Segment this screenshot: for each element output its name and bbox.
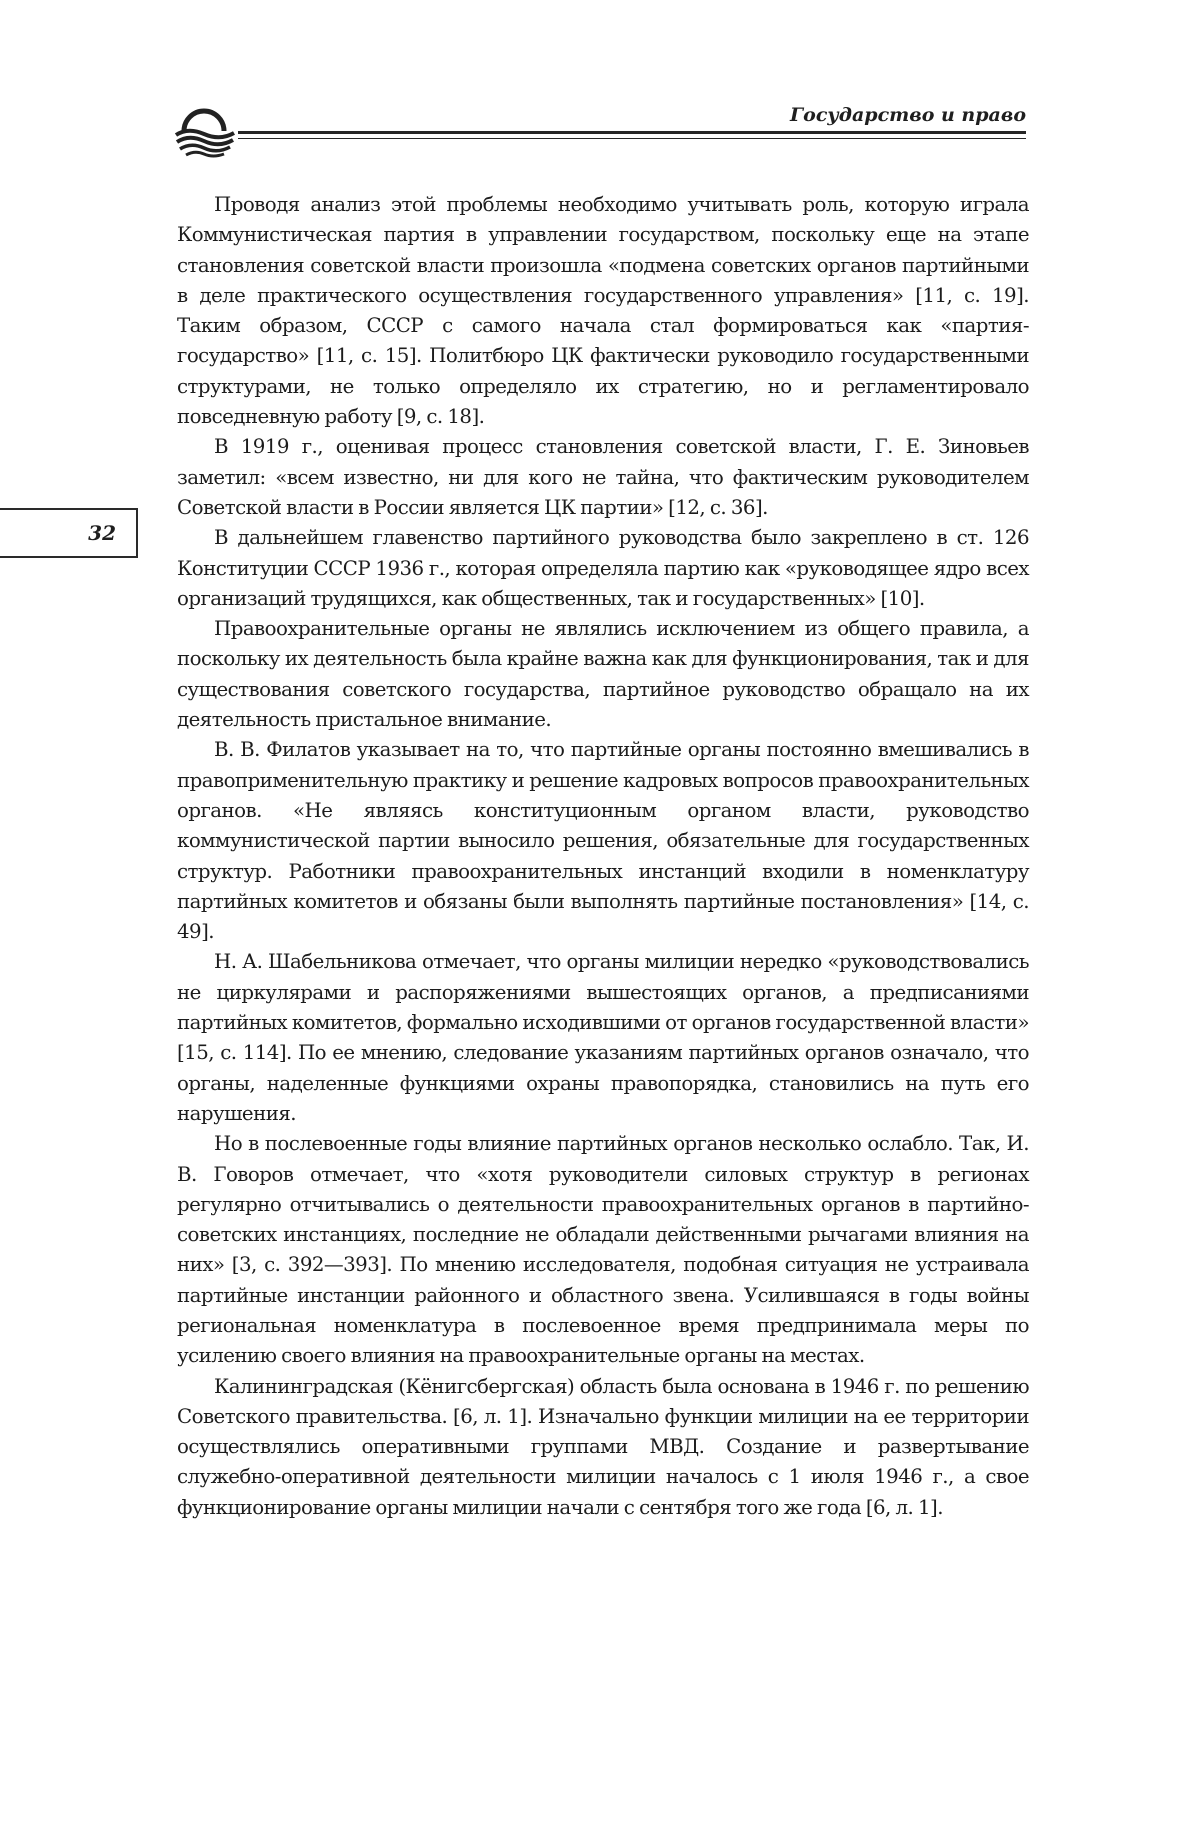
paragraph: Правоохранительные органы не являлись исключением из общего правила, а поскольку их деятельность была крайне важна как для функционирования, так и для существования советского государства, партийное руководство обращало на их деятельность пристальное внимание. <box>177 617 1029 732</box>
paragraph: Но в послевоенные годы влияние партийных органов несколько ослабло. Так, И. В. Говоров отмечает, что «хотя руководители силовых структур в регионах регулярно отчитывались о деятельности правоохранительных органов в партийно-советских инстанциях, последние не обладали действенными рычагами влияния на них» [3, с. 392—393]. По мнению исследователя, подобная ситуация не устраивала партийные инстанции районного и областного звена. Усилившаяся в годы войны региональная номенклатура в послевоенное время предпринимала меры по усилению своего влияния на правоохранительные органы на местах. <box>177 1132 1029 1368</box>
page-header <box>172 98 1026 160</box>
journal-logo-icon <box>172 104 236 160</box>
running-head-title: Государство и право <box>790 104 1026 126</box>
paragraph: В. В. Филатов указывает на то, что партийные органы постоянно вмешивались в правоприменительную практику и решение кадровых вопросов правоохранительных органов. «Не являясь конституционным органом власти, руководство коммунистической партии выносило решения, обязательные для государственных структур. Работники правоохранительных инстанций входили в номенклатуру партийных комитетов и обязаны были выполнять партийные постановления» [14, с. 49]. <box>177 738 1029 944</box>
paragraph: Н. А. Шабельникова отмечает, что органы милиции нередко «руководствовались не циркулярами и распоряжениями вышестоящих органов, а предписаниями партийных комитетов, формально исходившими от органов государственной власти» [15, с. 114]. По ее мнению, следование указаниям партийных органов означало, что органы, наделенные функциями охраны правопорядка, становились на путь его нарушения. <box>177 950 1029 1125</box>
paragraph: Калининградская (Кёнигсбергская) область была основана в 1946 г. по решению Советского правительства. [6, л. 1]. Изначально функции милиции на ее территории осуществлялись оперативными группами МВД. Создание и развертывание служебно-оперативной деятельности милиции началось с 1 июля 1946 г., а свое функционирование органы милиции начали с сентября того же года [6, л. 1]. <box>177 1374 1029 1519</box>
article-body <box>177 190 1029 1523</box>
paragraph: Проводя анализ этой проблемы необходимо учитывать роль, которую играла Коммунистическая партия в управлении государством, поскольку еще на этапе становления советской власти произошла «подмена советских органов партийными в деле практического осуществления государственного управления» [11, с. 19]. Таким образом, СССР с самого начала стал формироваться как «партия-государство» [11, с. 15]. Политбюро ЦК фактически руководило государственными структурами, не только определяло их стратегию, но и регламентировало повседневную работу [9, с. 18]. <box>177 193 1029 429</box>
paragraph: В дальнейшем главенство партийного руководства было закреплено в ст. 126 Конституции СССР 1936 г., которая определяла партию как «руководящее ядро всех организаций трудящихся, как общественных, так и государственных» [10]. <box>177 526 1029 610</box>
paragraph: В 1919 г., оценивая процесс становления советской власти, Г. Е. Зиновьев заметил: «всем известно, ни для кого не тайна, что фактическим руководителем Советской власти в России является ЦК партии» [12, с. 36]. <box>177 435 1029 519</box>
header-rule-thick <box>238 131 1026 134</box>
page-number-tab <box>0 508 138 558</box>
page-number: 32 <box>88 521 116 545</box>
header-rule-thin <box>238 138 1026 139</box>
